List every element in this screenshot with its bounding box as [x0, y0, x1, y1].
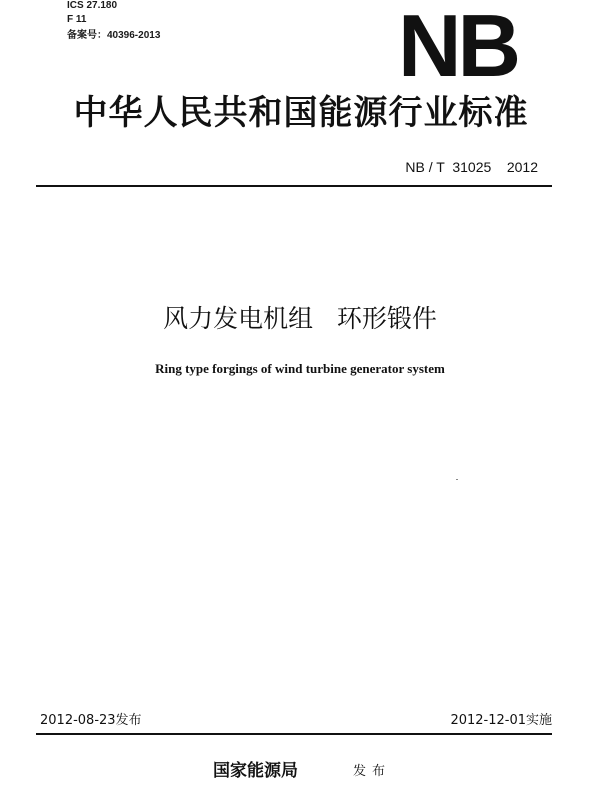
- publisher-name: 国家能源局: [213, 761, 298, 781]
- scan-speck: [456, 479, 458, 480]
- ics-code: ICS 27.180: [67, 0, 118, 11]
- bottom-divider: [36, 733, 552, 735]
- issue-date: 2012-08-23发布: [40, 713, 142, 728]
- record-number: 备案号：40396-2013: [67, 30, 161, 41]
- nb-logo: NB: [398, 0, 518, 95]
- standard-number: NB / T 31025 2012: [405, 159, 538, 175]
- document-title-chinese: 风力发电机组 环形锻件: [163, 304, 437, 333]
- publish-label: 发布: [353, 764, 392, 779]
- implementation-date: 2012-12-01实施: [450, 713, 552, 728]
- document-title-english: Ring type forgings of wind turbine generator system: [155, 361, 445, 376]
- classification-code: F 11: [67, 14, 87, 25]
- top-divider: [36, 185, 552, 187]
- standard-title: 中华人民共和国能源行业标准: [73, 93, 529, 133]
